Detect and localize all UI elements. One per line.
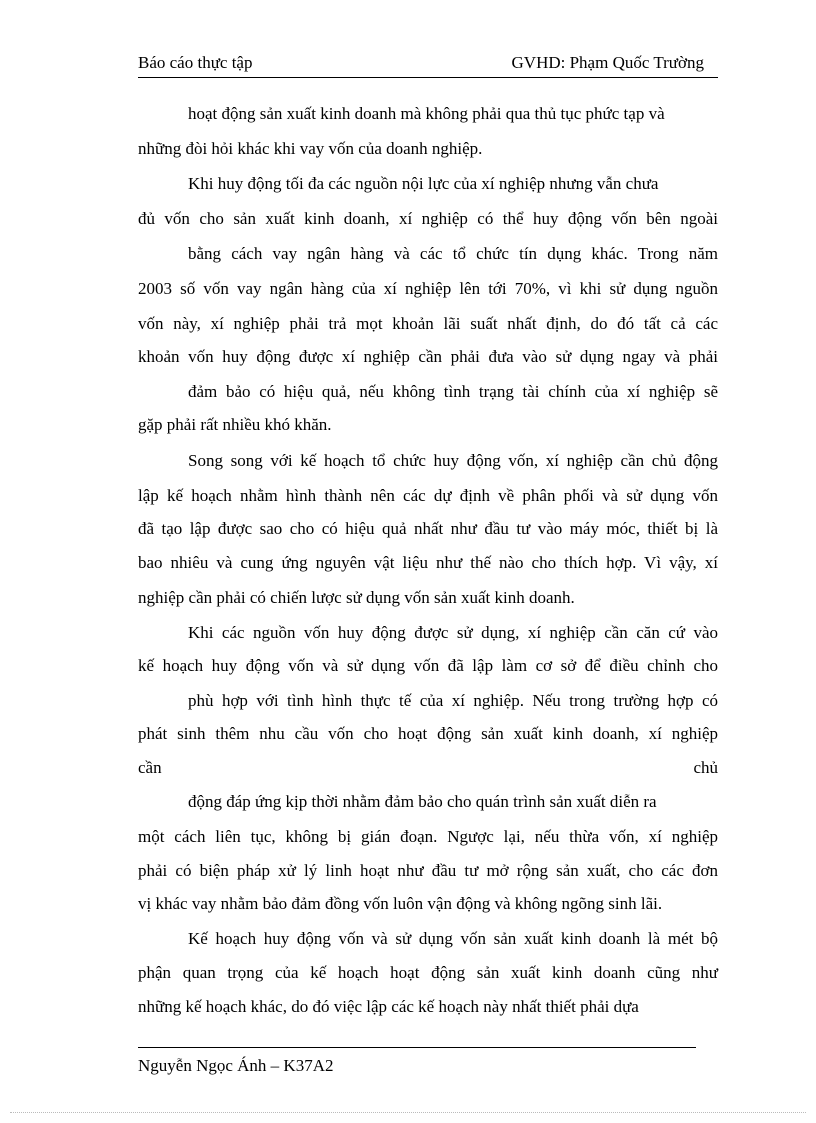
body-line: động đáp ứng kịp thời nhằm đảm bảo cho quán trình sản xuất diễn ra	[188, 792, 657, 811]
body-line: đã tạo lập được sao cho có hiệu quả nhất như đầu tư vào máy móc, thiết bị là	[138, 519, 718, 538]
body-line: Kế hoạch huy động vốn và sử dụng vốn sản xuất kinh doanh là mét bộ	[188, 929, 718, 948]
body-line: phải có biện pháp xử lý linh hoạt như đầu tư mở rộng sản xuất, cho các đơn	[138, 861, 718, 880]
body-line: nghiệp cần phải có chiến lược sử dụng vốn sản xuất kinh doanh.	[138, 588, 575, 607]
body-line: gặp phải rất nhiều khó khăn.	[138, 415, 332, 434]
body-line: kế hoạch huy động vốn và sử dụng vốn đã lập làm cơ sở để điều chỉnh cho	[138, 656, 718, 675]
body-line: hoạt động sản xuất kinh doanh mà không phải qua thủ tục phức tạp và	[188, 104, 665, 123]
body-line: Khi huy động tối đa các nguồn nội lực của xí nghiệp nhưng vẫn chưa	[188, 174, 659, 193]
supervisor-name: GVHD: Phạm Quốc Trường	[511, 53, 704, 72]
body-line: vị khác vay nhằm bảo đảm đồng vốn luôn vận động và không ngõng sinh lãi.	[138, 894, 663, 913]
report-title: Báo cáo thực tập	[138, 53, 253, 72]
body-line: một cách liên tục, không bị gián đoạn. Ngược lại, nếu thừa vốn, xí nghiệp	[138, 827, 718, 846]
body-line: những đòi hỏi khác khi vay vốn của doanh nghiệp.	[138, 139, 483, 158]
body-line: bao nhiêu và cung ứng nguyên vật liệu như thế nào cho thích hợp. Vì vậy, xí	[138, 553, 718, 572]
body-line: những kế hoạch khác, do đó việc lập các kế hoạch này nhất thiết phải dựa	[138, 997, 639, 1016]
body-line: đảm bảo có hiệu quả, nếu không tình trạng tài chính của xí nghiệp sẽ	[188, 382, 718, 401]
body-line: bằng cách vay ngân hàng và các tổ chức tín dụng khác. Trong năm	[188, 244, 718, 263]
body-line: Song song với kế hoạch tổ chức huy động vốn, xí nghiệp cần chủ động	[188, 451, 718, 470]
body-line: vốn này, xí nghiệp phải trả mọt khoản lãi suất nhất định, do đó tất cả các	[138, 314, 718, 333]
header-rule	[138, 77, 718, 78]
body-line: khoản vốn huy động được xí nghiệp cần phải đưa vào sử dụng ngay và phải	[138, 347, 718, 366]
body-line: Khi các nguồn vốn huy động được sử dụng, xí nghiệp cần căn cứ vào	[188, 623, 718, 642]
body-line: phát sinh thêm nhu cầu vốn cho hoạt động sản xuất kinh doanh, xí nghiệp	[138, 724, 718, 743]
body-line: đủ vốn cho sản xuất kinh doanh, xí nghiệp có thể huy động vốn bên ngoài	[138, 209, 718, 228]
page-edge-dots	[10, 1112, 806, 1114]
body-line: 2003 số vốn vay ngân hàng của xí nghiệp lên tới 70%, vì khi sử dụng nguồn	[138, 279, 718, 298]
body-line: phù hợp với tình hình thực tế của xí nghiệp. Nếu trong trường hợp có	[188, 691, 718, 710]
body-line: lập kế hoạch nhằm hình thành nên các dự định về phân phối và sử dụng vốn	[138, 486, 718, 505]
footer-rule	[138, 1047, 696, 1048]
footer-author: Nguyễn Ngọc Ánh – K37A2	[138, 1056, 334, 1075]
body-line: cần chủ	[138, 758, 718, 777]
body-line: phận quan trọng của kế hoạch hoạt động sản xuất kinh doanh cũng như	[138, 963, 718, 982]
